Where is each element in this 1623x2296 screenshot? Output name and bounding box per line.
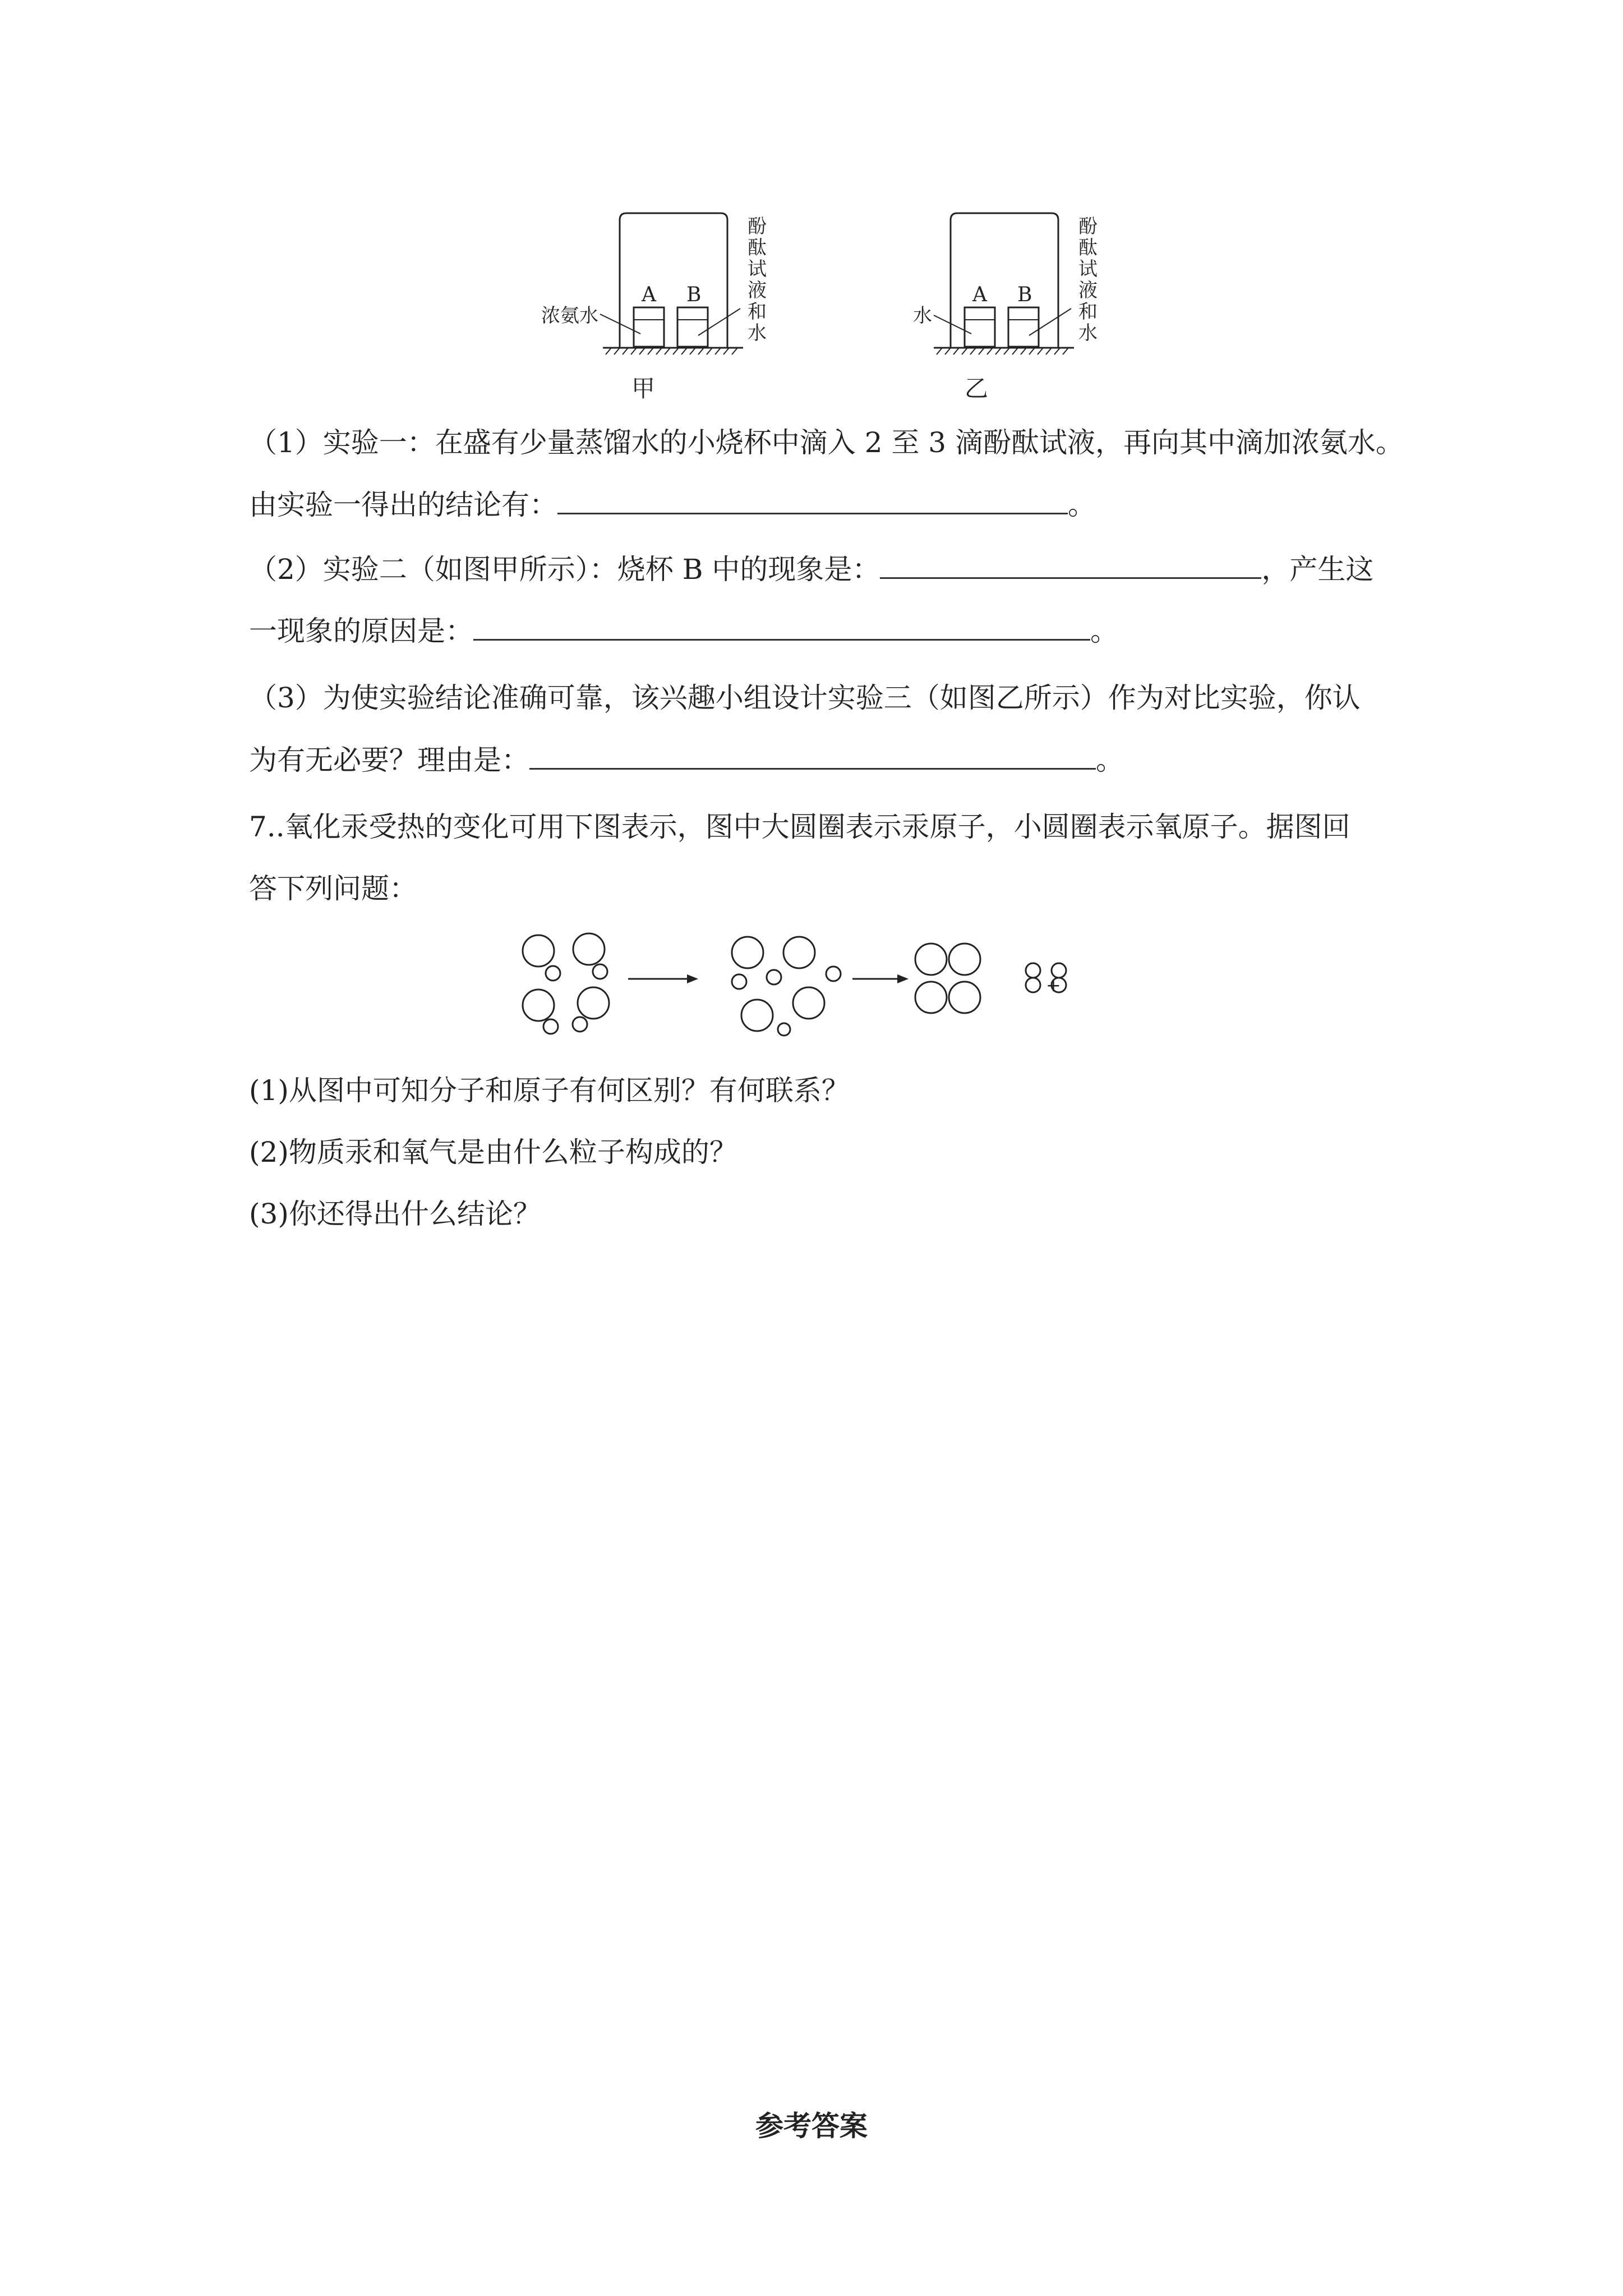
q6-part2-prompt: （2）实验二（如图甲所示）：烧杯 B 中的现象是： [249, 553, 880, 586]
hgo-molecule [523, 935, 560, 981]
period: 。 [1096, 744, 1124, 776]
answer-blank-1[interactable] [557, 488, 1068, 514]
side-char: 试 [1078, 258, 1098, 280]
q6-part1-line2 [249, 488, 1387, 521]
q6-part2-line1 [249, 553, 1387, 586]
beaker-b [1008, 307, 1039, 347]
mercury-oxide-svg [516, 926, 1110, 1038]
side-label-phenolphthalein [1077, 216, 1099, 344]
reagent-label-water: 水 [913, 305, 932, 327]
period: 。 [1090, 615, 1118, 647]
q7-subquestion-1: (1)从图中可知分子和原子有何区别？有何联系？ [249, 1074, 850, 1107]
mercury-oxide-diagram [516, 926, 1110, 1038]
beaker-a [965, 307, 995, 347]
answers-heading: 参考答案 [755, 2110, 868, 2142]
beaker-b-label: B [686, 283, 702, 306]
side-char: 液 [748, 279, 767, 302]
q6-part1-prompt: 由实验一得出的结论有： [249, 489, 557, 521]
side-char: 水 [748, 322, 767, 344]
separated-atoms [732, 937, 841, 1036]
figure-caption-yi: 乙 [965, 375, 989, 402]
figure-caption-jia: 甲 [631, 375, 656, 402]
q7-subquestion-3: (3)你还得出什么结论？ [249, 1198, 541, 1230]
q6-part3-line2 [249, 743, 1387, 776]
hgo-molecule [573, 933, 607, 979]
side-char: 试 [748, 258, 767, 280]
q6-part2-line2 [249, 614, 1387, 647]
period: 。 [1068, 489, 1096, 521]
q7-intro-line2: 答下列问题： [249, 872, 417, 905]
q6-part1-line1: （1）实验一：在盛有少量蒸馏水的小烧杯中滴入 2 至 3 滴酚酞试液，再向其中滴加浓氨水。 [249, 426, 1404, 459]
side-char: 液 [1078, 279, 1098, 302]
side-char: 酚 [748, 215, 767, 238]
q6-part3-prompt: 为有无必要？理由是： [249, 744, 529, 776]
side-char: 水 [1078, 322, 1098, 344]
beaker-b [677, 307, 708, 347]
side-char: 和 [748, 301, 767, 323]
side-char: 酚 [1078, 215, 1098, 238]
reagent-label-ammonia: 浓氨水 [541, 305, 598, 327]
arrow-icon [852, 974, 909, 983]
arrow-icon [628, 974, 698, 983]
q6-part2-reason-prompt: 一现象的原因是： [249, 615, 473, 647]
beaker-a-label: A [972, 283, 987, 306]
q6-part3-line1: （3）为使实验结论准确可靠，该兴趣小组设计实验三（如图乙所示）作为对比实验，你认 [249, 682, 1361, 714]
answer-blank-3[interactable] [473, 614, 1090, 641]
side-char: 酞 [1078, 237, 1098, 259]
q7-intro-line1: 7..氧化汞受热的变化可用下图表示，图中大圆圈表示汞原子，小圆圈表示氧原子。据图回 [249, 811, 1350, 843]
beaker-a [634, 307, 664, 347]
answer-blank-4[interactable] [529, 743, 1096, 770]
beaker-a-label: A [642, 283, 656, 306]
q6-part2-continuation: ，产生这 [1261, 553, 1374, 586]
mercury-atoms [915, 944, 980, 1013]
answer-blank-2[interactable] [880, 553, 1261, 579]
side-char: 和 [1078, 301, 1098, 323]
side-char: 酞 [748, 237, 767, 259]
hgo-molecule [523, 990, 558, 1034]
plus-sign: + [1046, 974, 1061, 996]
beaker-b-label: B [1017, 283, 1032, 306]
hgo-molecule [573, 987, 609, 1032]
side-label-phenolphthalein [746, 216, 768, 344]
q7-subquestion-2: (2)物质汞和氧气是由什么粒子构成的？ [249, 1136, 737, 1168]
